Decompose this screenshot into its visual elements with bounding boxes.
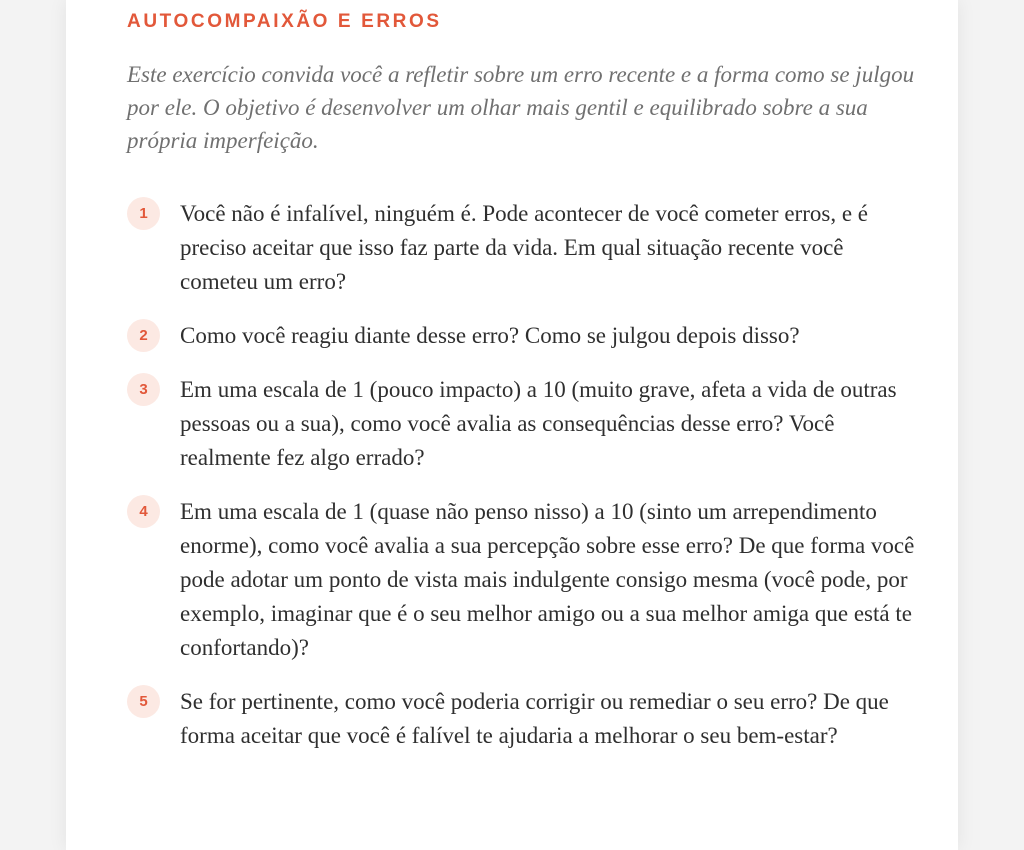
step-number-badge: 3 xyxy=(127,373,160,406)
section-title: AUTOCOMPAIXÃO E ERROS xyxy=(127,11,442,32)
step-text: Como você reagiu diante desse erro? Como se julgou depois disso? xyxy=(180,323,800,348)
step-item-2 xyxy=(0,319,920,353)
step-item-5 xyxy=(0,685,920,753)
steps-list xyxy=(0,197,1024,773)
step-number-badge: 2 xyxy=(127,319,160,352)
step-item-4 xyxy=(0,495,920,665)
step-number-badge: 5 xyxy=(127,685,160,718)
step-text: Se for pertinente, como você poderia corrigir ou remediar o seu erro? De que forma aceitar que você é falível te ajudaria a melhorar o seu bem-estar? xyxy=(180,689,889,748)
step-text: Em uma escala de 1 (pouco impacto) a 10 (muito grave, afeta a vida de outras pessoas ou a sua), como você avalia as consequências desse erro? Você realmente fez algo errado? xyxy=(180,377,897,470)
step-item-1 xyxy=(0,197,920,299)
step-text: Em uma escala de 1 (quase não penso nisso) a 10 (sinto um arrependimento enorme), como você avalia a sua percepção sobre esse erro? De que forma você pode adotar um ponto de vista mais indulgente consigo mesma (você pode, por exemplo, imaginar que é o seu melhor amigo ou a sua melhor amiga que está te confortando)? xyxy=(180,499,915,660)
step-item-3 xyxy=(0,373,920,475)
step-number-badge: 4 xyxy=(127,495,160,528)
step-text: Você não é infalível, ninguém é. Pode acontecer de você cometer erros, e é preciso aceitar que isso faz parte da vida. Em qual situação recente você cometeu um erro? xyxy=(180,201,868,294)
step-number-badge: 1 xyxy=(127,197,160,230)
intro-paragraph: Este exercício convida você a refletir sobre um erro recente e a forma como se julgou por ele. O objetivo é desenvolver um olhar mais gentil e equilibrado sobre a sua própria imperfeição. xyxy=(127,62,915,153)
